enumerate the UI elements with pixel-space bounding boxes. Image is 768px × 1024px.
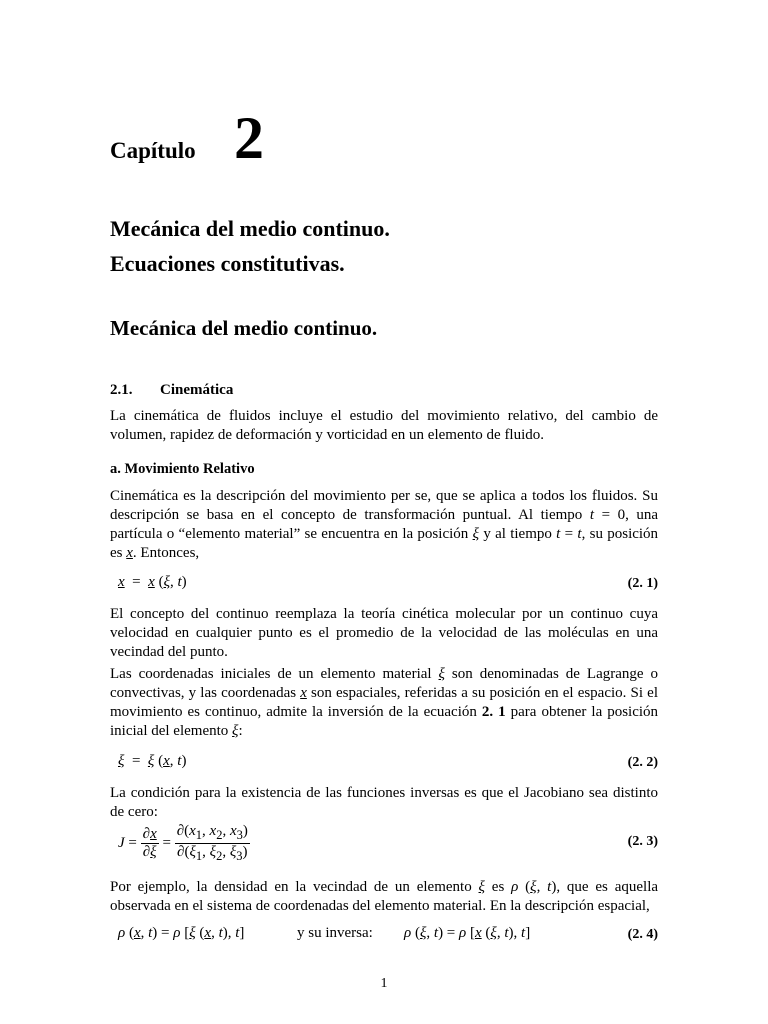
equation-2-2: ξ = ξ (x, t) xyxy=(118,753,187,769)
paragraph-jacobiano: La condición para la existencia de las funciones inversas es que el Jacobiano sea distinto de cero: xyxy=(110,785,658,820)
chapter-title-line-2: Ecuaciones constitutivas. xyxy=(110,251,345,276)
equation-2-4-right: ρ (ξ, t) = ρ [x (ξ, t), t] xyxy=(404,925,531,941)
paragraph-coordenadas: Las coordenadas iniciales de un elemento material ξ son denominadas de Lagrange o convectivas, y las coordenadas x son espaciales, referidas a su posición en el espacio. Si el movimiento es continuo, admite la inversión de la ecuación 2. 1 para obtener la posición inicial del elemento ξ: xyxy=(110,666,659,739)
sub-heading: a. Movimiento Relativo xyxy=(110,461,255,477)
subsection-heading xyxy=(110,382,233,399)
chapter-number: 2 xyxy=(234,105,264,171)
equation-number-4: (2. 4) xyxy=(627,927,658,942)
equation-2-4-connector: y su inversa: xyxy=(297,925,373,941)
subsection-number: 2.1. xyxy=(110,382,133,398)
equation-number-1: (2. 1) xyxy=(627,576,658,591)
equation-number-3: (2. 3) xyxy=(627,834,658,849)
chapter-title-line-1: Mecánica del medio continuo. xyxy=(110,216,390,241)
equation-2-4-left: ρ (x, t) = ρ [ξ (x, t), t] xyxy=(118,925,245,941)
equation-number-2: (2. 2) xyxy=(627,755,658,770)
paragraph-movimiento: Cinemática es la descripción del movimiento per se, que se aplica a todos los fluidos. Su descripción se basa en el concepto de transformación puntual. Al tiempo t = 0, una partícula o “elemento material” se encuentra en la posición ξ y al tiempo t = t, su posición es x. Entonces, xyxy=(110,488,659,561)
page-number: 1 xyxy=(380,976,388,991)
paragraph-densidad: Por ejemplo, la densidad en la vecindad de un elemento ξ es ρ (ξ, t), que es aquella observada en el sistema de coordenadas del elemento material. En la descripción espacial, xyxy=(110,879,659,914)
subsection-title: Cinemática xyxy=(160,382,234,398)
equation-2-3: J = $\frac{\partial x}{\partial\xi}$ = $\frac{\partial(x_1, x_2, x_3)}{\partial(\xi_1, \xi_2, \xi_3)}$ xyxy=(118,823,248,863)
section-title: Mecánica del medio continuo. xyxy=(110,316,378,340)
chapter-label: Capítulo xyxy=(110,138,196,163)
paragraph-continuo: El concepto del continuo reemplaza la teoría cinética molecular por un continuo cuya velocidad en cualquier punto es el promedio de la velocidad de las moléculas en una vecindad del punto. xyxy=(110,606,658,660)
intro-paragraph: La cinemática de fluidos incluye el estudio del movimiento relativo, del cambio de volumen, rapidez de deformación y vorticidad en un elemento de fluido. xyxy=(110,408,658,443)
equation-2-1: x = x (ξ, t) xyxy=(118,574,187,590)
